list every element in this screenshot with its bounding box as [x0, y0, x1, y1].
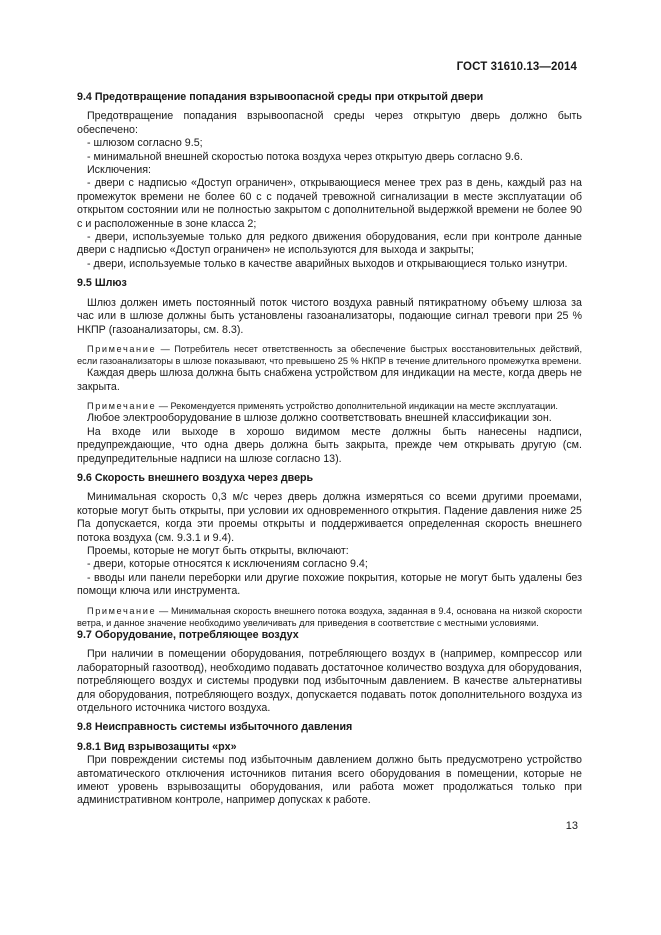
paragraph: Проемы, которые не могут быть открыты, включают: [87, 544, 349, 557]
section-9-7 [77, 629, 582, 715]
note-text: — Рекомендуется применять устройство дополнительной индикации на месте эксплуатации. [156, 401, 558, 412]
paragraph: При повреждении системы под избыточным давлением должно быть предусмотрено устройство автоматического отключения источников питания всего оборудования в помещении, которые не имеют уровень взрывозащиты оборудования, или работа может продолжаться только при административном контроле, например допусках к работе. [77, 754, 582, 807]
note-label: Примечание [87, 605, 157, 616]
note-label: Примечание [87, 343, 157, 354]
note-label: Примечание [87, 401, 157, 412]
list-item: - двери, которые относятся к исключениям согласно 9.4; [87, 558, 368, 571]
note-text: — Минимальная скорость внешнего потока воздуха, заданная в 9.4, основана на низкой скорости ветра, и данное значение необходимо увеличивать для приведения в соответствие с местными условиями. [77, 605, 582, 628]
list-item: - двери с надписью «Доступ ограничен», открывающиеся менее трех раз в день, каждый раз на промежуток времени не более 60 с с подачей тревожной сигнализации в месте эксплуатации об открытом состоянии или не полностью закрытом с дополнительной выдержкой времени не более 90 с и расположенные в зоне класса 2; [77, 177, 582, 230]
list-item: - двери, используемые только в качестве аварийных выходов и открывающиеся только изнутри. [87, 257, 568, 270]
note [77, 605, 582, 629]
section-title: 9.7 Оборудование, потребляющее воздух [77, 629, 299, 642]
section-title: 9.5 Шлюз [77, 277, 127, 290]
paragraph: Любое электрооборудование в шлюзе должно соответствовать внешней классификации зон. [87, 412, 552, 425]
subsection-title: 9.8.1 Вид взрывозащиты «px» [77, 740, 237, 753]
paragraph: Предотвращение попадания взрывоопасной среды через открытую дверь должно быть обеспечено: [77, 110, 582, 136]
paragraph: Каждая дверь шлюза должна быть снабжена устройством для индикации на месте, когда дверь не закрыта. [77, 367, 582, 393]
paragraph: При наличии в помещении оборудования, потребляющего воздух в (например, компрессор или лабораторный газоотвод), необходимо подавать достаточное количество воздуха для оборудования, потребляющего воздух и системы продувки под избыточным давлением. В качестве альтернативы для оборудования, потребляющего воздух, допускается подавать поток дополнительного воздуха из отдельного источника чистого воздуха. [77, 648, 582, 715]
list-item: - двери, используемые только для редкого движения оборудования, если при контроле данные двери с надписью «Доступ ограничен» не используются для выхода и закрыты; [77, 231, 582, 257]
page-number: 13 [565, 820, 578, 832]
section-9-6 [77, 472, 582, 629]
note-text: — Потребитель несет ответственность за обеспечение быстрых восстановительных действий, если газоанализаторы в шлюзе показывают, что превышено 25 % НКПР в течение длительного промежутка времени. [77, 343, 582, 367]
section-9-8 [77, 721, 582, 807]
section-9-5 [77, 277, 582, 466]
section-title: 9.4 Предотвращение попадания взрывоопасной среды при открытой двери [77, 91, 484, 103]
paragraph: Исключения: [87, 164, 151, 177]
section-9-4 [77, 91, 582, 271]
document-body [77, 91, 582, 808]
section-title: 9.8 Неисправность системы избыточного давления [77, 721, 353, 734]
list-item: - вводы или панели переборки или другие похожие покрытия, которые не могут быть удалены без помощи ключа или инструмента. [77, 571, 582, 598]
list-item: - минимальной внешней скоростью потока воздуха через открытую дверь согласно 9.6. [87, 150, 523, 163]
paragraph: Минимальная скорость 0,3 м/с через дверь должна измеряться со всеми другими проемами, которые могут быть открыты, при условии их одновременного открытия. Падение давления ниже 25 Па допускается, когда эти проемы открыты и поддерживается определенная скорость внешнего потока воздуха (см. 9.3.1 и 9.4). [77, 491, 582, 544]
paragraph: На входе или выходе в хорошо видимом месте должны быть нанесены надписи, предупреждающие, что одна дверь должна быть закрыта, прежде чем открывать другую (см. предупредительные надписи на шлюзе согласно 13). [77, 425, 582, 465]
section-title: 9.6 Скорость внешнего воздуха через дверь [77, 471, 314, 484]
note [77, 400, 582, 412]
paragraph: Шлюз должен иметь постоянный поток чистого воздуха равный пятикратному объему шлюза за час или в шлюзе должны быть установлены газоанализаторы, подающие сигнал тревоги при 25 % НКПР (газоанализаторы, см. 8.3). [77, 296, 582, 336]
note [77, 343, 582, 367]
document-header: ГОСТ 31610.13—2014 [456, 61, 577, 73]
list-item: - шлюзом согласно 9.5; [87, 137, 203, 150]
